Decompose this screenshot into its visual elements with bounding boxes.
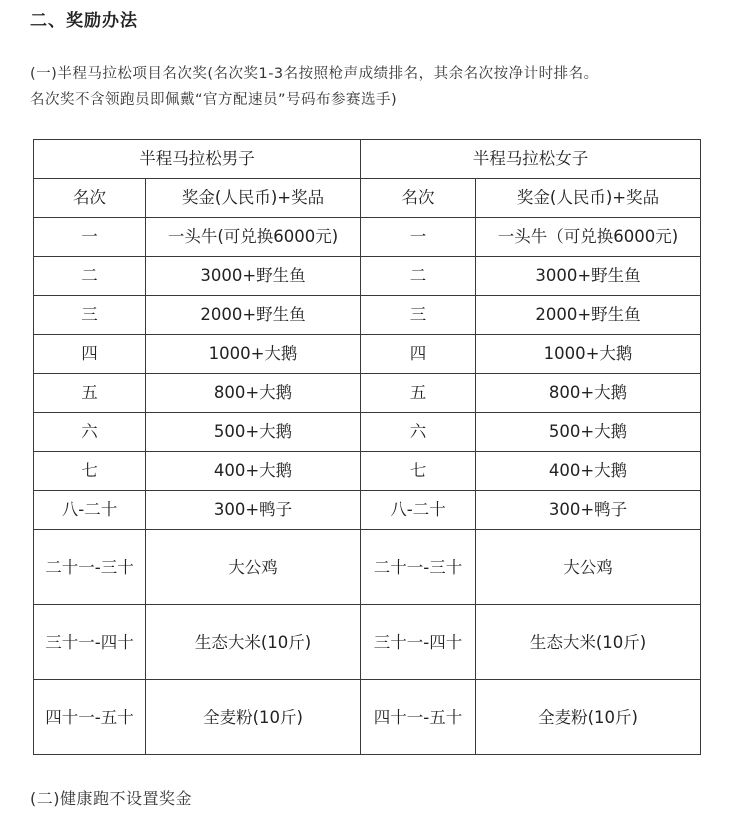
prize-table: [33, 139, 701, 755]
table-row: [34, 530, 701, 605]
women-rank: 六: [361, 413, 476, 452]
men-rank: 八-二十: [34, 491, 146, 530]
men-prize: 生态大米(10斤): [146, 605, 361, 680]
table-row: [34, 605, 701, 680]
women-prize: 3000+野生鱼: [476, 257, 701, 296]
men-prize: 一头牛(可兑换6000元): [146, 218, 361, 257]
women-rank: 七: [361, 452, 476, 491]
table-row: [34, 374, 701, 413]
men-rank: 三十一-四十: [34, 605, 146, 680]
men-rank: 七: [34, 452, 146, 491]
award-rules-line-1: (一)半程马拉松项目名次奖(名次奖1-3名按照枪声成绩排名，其余名次按净计时排名。: [30, 66, 599, 82]
women-prize: 800+大鹅: [476, 374, 701, 413]
men-rank: 二: [34, 257, 146, 296]
men-prize: 300+鸭子: [146, 491, 361, 530]
women-prize: 大公鸡: [476, 530, 701, 605]
men-prize: 1000+大鹅: [146, 335, 361, 374]
women-prize: 2000+野生鱼: [476, 296, 701, 335]
men-rank: 四: [34, 335, 146, 374]
men-prize: 800+大鹅: [146, 374, 361, 413]
women-rank: 二: [361, 257, 476, 296]
table-row: [34, 296, 701, 335]
health-run-note: (二)健康跑不设置奖金: [30, 789, 192, 808]
women-prize: 一头牛（可兑换6000元): [476, 218, 701, 257]
table-row: [34, 335, 701, 374]
women-rank: 四: [361, 335, 476, 374]
men-rank-header: 名次: [34, 179, 146, 218]
women-prize: 400+大鹅: [476, 452, 701, 491]
table-row: [34, 680, 701, 755]
men-prize: 3000+野生鱼: [146, 257, 361, 296]
women-rank: 三十一-四十: [361, 605, 476, 680]
section-heading: 二、奖励办法: [30, 11, 138, 31]
table-row: [34, 452, 701, 491]
men-group-header: 半程马拉松男子: [34, 140, 361, 179]
men-prize: 400+大鹅: [146, 452, 361, 491]
women-rank: 三: [361, 296, 476, 335]
women-rank: 四十一-五十: [361, 680, 476, 755]
men-rank: 二十一-三十: [34, 530, 146, 605]
men-prize: 2000+野生鱼: [146, 296, 361, 335]
women-rank: 一: [361, 218, 476, 257]
women-prize: 500+大鹅: [476, 413, 701, 452]
men-rank: 六: [34, 413, 146, 452]
men-rank: 五: [34, 374, 146, 413]
women-prize: 生态大米(10斤): [476, 605, 701, 680]
table-row: [34, 413, 701, 452]
table-row: [34, 218, 701, 257]
women-prize: 300+鸭子: [476, 491, 701, 530]
women-prize-header: 奖金(人民币)+奖品: [476, 179, 701, 218]
men-prize-header: 奖金(人民币)+奖品: [146, 179, 361, 218]
men-rank: 四十一-五十: [34, 680, 146, 755]
award-rules-line-2: 名次奖不含领跑员即佩戴“官方配速员”号码布参赛选手): [30, 92, 398, 108]
women-rank: 八-二十: [361, 491, 476, 530]
table-column-header-row: [34, 179, 701, 218]
men-prize: 500+大鹅: [146, 413, 361, 452]
women-prize: 1000+大鹅: [476, 335, 701, 374]
men-rank: 一: [34, 218, 146, 257]
men-prize: 全麦粉(10斤): [146, 680, 361, 755]
women-prize: 全麦粉(10斤): [476, 680, 701, 755]
table-row: [34, 491, 701, 530]
men-prize: 大公鸡: [146, 530, 361, 605]
women-rank: 二十一-三十: [361, 530, 476, 605]
women-group-header: 半程马拉松女子: [361, 140, 701, 179]
women-rank: 五: [361, 374, 476, 413]
table-row: [34, 257, 701, 296]
men-rank: 三: [34, 296, 146, 335]
table-group-header-row: [34, 140, 701, 179]
women-rank-header: 名次: [361, 179, 476, 218]
